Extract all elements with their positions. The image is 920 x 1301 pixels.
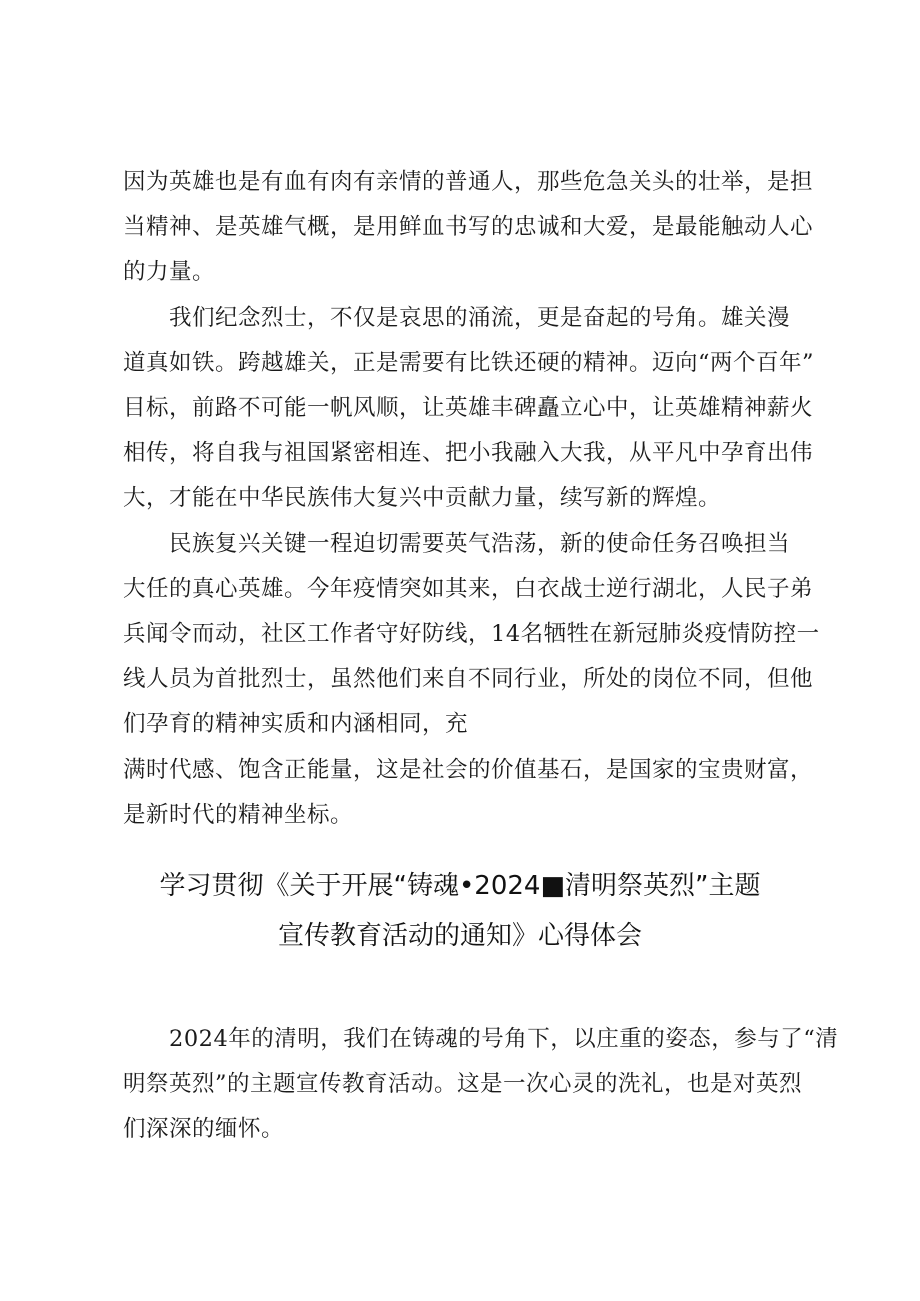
body-line: 相传，将自我与祖国紧密相连、把小我融入大我，从平凡中孕育出伟 bbox=[123, 440, 814, 466]
body-line: 大，才能在中华民族伟大复兴中贡献力量，续写新的辉煌。 bbox=[123, 485, 722, 511]
body-line: 的力量。 bbox=[123, 259, 216, 285]
section-body-line: 2024年的清明，我们在铸魂的号角下，以庄重的姿态，参与了“清 bbox=[123, 1026, 839, 1052]
body-line: 因为英雄也是有血有肉有亲情的普通人，那些危急关头的壮举，是担 bbox=[123, 169, 814, 195]
body-line: 们孕育的精神实质和内涵相同，充 bbox=[123, 711, 469, 737]
body-line: 满时代感、饱含正能量，这是社会的价值基石，是国家的宝贵财富， bbox=[123, 757, 814, 783]
body-line: 民族复兴关键一程迫切需要英气浩荡，新的使命任务召唤担当 bbox=[123, 531, 791, 557]
section-body-line: 们深深的缅怀。 bbox=[123, 1116, 285, 1142]
body-line: 目标，前路不可能一帆风顺，让英雄丰碑矗立心中，让英雄精神薪火 bbox=[123, 395, 814, 421]
section-title-line-1: 学习贯彻《关于开展“铸魂•2024■清明祭英烈”主题 bbox=[159, 871, 761, 901]
section-body-line: 明祭英烈”的主题宣传教育活动。这是一次心灵的洗礼，也是对英烈 bbox=[123, 1071, 803, 1097]
section-title-line-2: 宣传教育活动的通知》心得体会 bbox=[277, 921, 642, 951]
body-line: 线人员为首批烈士，虽然他们来自不同行业，所处的岗位不同，但他 bbox=[123, 666, 814, 692]
body-line: 道真如铁。跨越雄关，正是需要有比铁还硬的精神。迈向“两个百年” bbox=[123, 350, 815, 376]
body-line: 大任的真心英雄。今年疫情突如其来，白衣战士逆行湖北，人民子弟 bbox=[123, 576, 814, 602]
body-line: 当精神、是英雄气概，是用鲜血书写的忠诚和大爱，是最能触动人心 bbox=[123, 214, 814, 240]
body-line: 是新时代的精神坐标。 bbox=[123, 802, 354, 828]
body-line: 兵闻令而动，社区工作者守好防线，14名牺牲在新冠肺炎疫情防控一 bbox=[123, 621, 820, 647]
body-line: 我们纪念烈士，不仅是哀思的涌流，更是奋起的号角。雄关漫 bbox=[123, 305, 791, 331]
